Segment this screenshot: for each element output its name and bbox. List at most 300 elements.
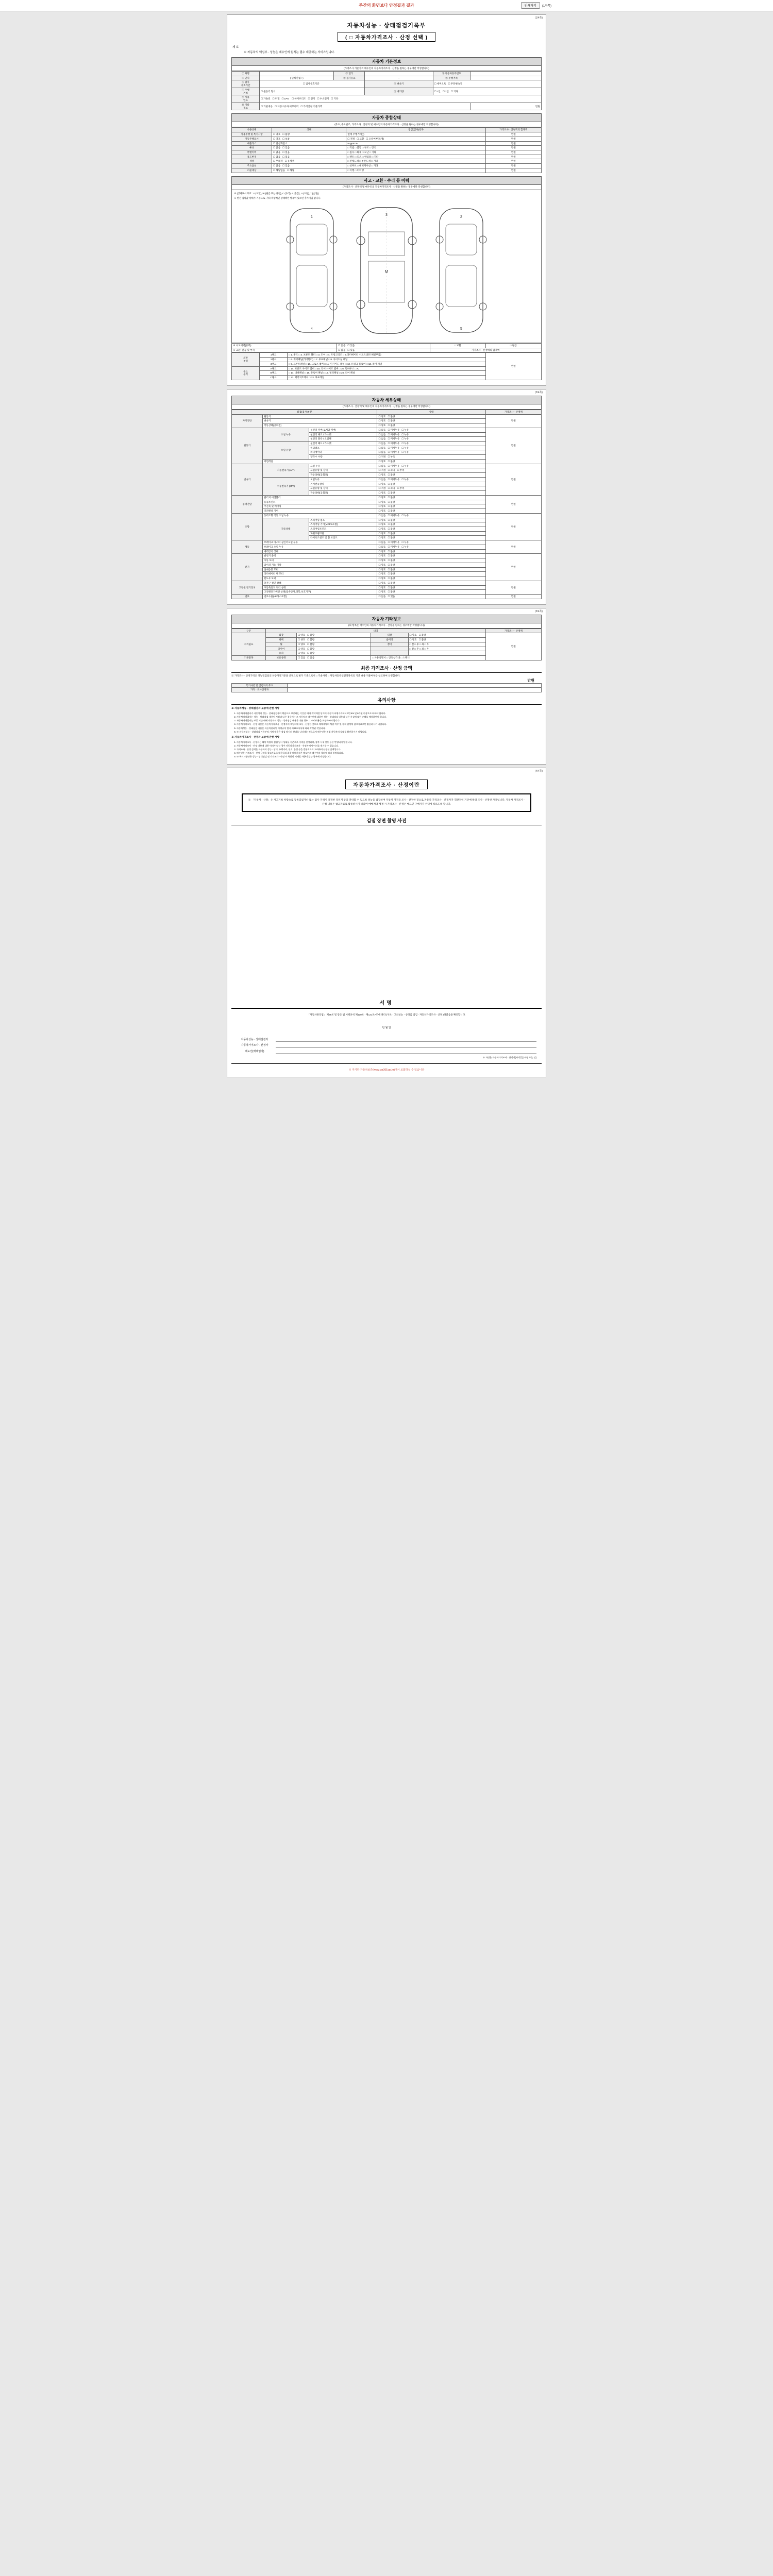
state-opts[interactable]: ☐ 양호 ☐ 불량 (377, 585, 485, 590)
state-opts[interactable]: ☐ 양호 ☐ 불량 (377, 423, 485, 428)
table-row (232, 344, 542, 348)
row-value[interactable] (288, 688, 542, 692)
signature-box (231, 1008, 542, 1064)
state-opts[interactable]: ☐ 없음 ☐ 미세누유 ☐ 누유 (377, 446, 485, 450)
table-row (232, 95, 542, 103)
row-price[interactable]: 만원 (485, 159, 541, 164)
section-detail-header: 자동차 세부상태 (231, 396, 542, 404)
table-row (232, 594, 542, 599)
main-frame-label: 주요 골격 (232, 366, 260, 380)
state-opts[interactable]: ☐ 양호 ☐ 불량 (377, 581, 485, 585)
table-row (232, 146, 542, 150)
state-opts[interactable]: ☐ 없음 ☐ 미세누유 ☐ 누유 (377, 432, 485, 437)
state-opts[interactable]: ☐ 양호 ☐ 불량 (377, 531, 485, 536)
part-label: 추진축 및 베어링 (263, 504, 377, 509)
table-row (232, 495, 542, 500)
signature-date[interactable]: 년 월 일 (382, 1026, 391, 1030)
cell-value[interactable]: ☐ 원동기 형식 (260, 88, 365, 95)
cell-label: ③ 자동차등록번호 (433, 72, 470, 76)
col-header: 가격조사 · 산정액 (485, 410, 541, 414)
part-label: 작동상태(공회전) (263, 423, 377, 428)
group-price[interactable]: 만원 (485, 554, 541, 581)
accident-col-exchange[interactable]: □ 교환 (430, 344, 485, 348)
table-row (232, 150, 542, 155)
col-header: 상태 (377, 410, 485, 414)
sub-label: 냉각수 수량 (309, 455, 377, 460)
table-row (232, 633, 542, 638)
row-label: 특기사항 및 점검자의 주요 (232, 683, 288, 688)
notice-item: 1. 자동차매매업자가 자동차의 성능 · 상태점검자의 책임으로 보증하는 기간은 매매 계약체결 당시의 자동차 주행거리에서 2만 km 및 6개월 이상으로 하여야 합니다. (237, 712, 542, 715)
table-row (232, 464, 542, 468)
notice-list-2 (237, 741, 542, 758)
item-opts[interactable]: ☐ 양호 ☐ 불량 (297, 642, 371, 647)
signature-title: 서명 (379, 1000, 394, 1006)
etc-label: ⑩ 기타 정보 (232, 103, 260, 110)
print-button[interactable]: 인쇄하기 (521, 2, 540, 9)
svg-text:2: 2 (460, 215, 462, 219)
row-detail[interactable]: □ 선루프 □ 내비게이션 □ 기타 (346, 164, 485, 168)
cell-value[interactable] (260, 72, 334, 76)
part-label: 오일 누유 (263, 428, 309, 441)
row-label: 색상 (232, 159, 272, 164)
table-row (232, 353, 542, 358)
state-opts[interactable]: ☐ 양호 ☐ 불량 (377, 504, 485, 509)
corrosion-opts[interactable]: ☐ 없음 ☐ 있음 (337, 348, 430, 352)
notice-section-head-1: ※ 자동차성능 · 상태점검자 보증에 관한 사항 (231, 707, 280, 710)
section-overall-header: 자동차 종합상태 (231, 113, 542, 122)
table-row (232, 540, 542, 545)
state-opts[interactable]: ☐ 양호 ☐ 불량 (377, 495, 485, 500)
notice-title: 유의사항 (231, 697, 542, 705)
cell-value[interactable] (470, 76, 541, 80)
svg-text:M: M (384, 269, 389, 274)
rank-label: C랭크 (260, 376, 288, 380)
sign-label: 자동차가격조사 · 산정자 (241, 1044, 268, 1047)
part-label: 실내송풍 모터 (263, 567, 377, 572)
item-name: 보유상태 (266, 656, 297, 660)
state-opts[interactable]: ☐ 양호 ☐ 불량 (377, 491, 485, 496)
row-detail[interactable]: □ 적법 □ 불법 □ 구조 □ 장치 (346, 146, 485, 150)
svg-text:5: 5 (460, 327, 462, 331)
item-opts[interactable]: ☐ 양호 ☐ 불량 (408, 638, 485, 642)
group-price[interactable]: 만원 (485, 540, 541, 554)
row-state[interactable]: ☐ 없음 ☐ 있음 (272, 155, 346, 159)
row-label: 자동주행표시 (232, 137, 272, 141)
table-row (232, 164, 542, 168)
sheet-page-4 (227, 768, 546, 1077)
state-opts[interactable]: ☐ 없음 ☐ 미세누유 ☐ 누유 (377, 513, 485, 518)
row-label: 리콜대상 (232, 168, 272, 173)
sub-label: 스티어링 펌프 (309, 518, 377, 522)
part-label: 배력장치 상태 (263, 549, 377, 554)
fuel-options[interactable]: ☐ 가솔린 ☐ 디젤 ☐ LPG ☐ 하이브리드 ☐ 전기 ☐ 수소전기 ☐ 기타 (260, 95, 542, 103)
section-accident-header: 사고 · 교환 · 수리 등 이력 (231, 176, 542, 185)
part-label: 수동변속기 (M/T) (263, 477, 309, 495)
photo-section-title: 검점 장면 촬영 사진 (231, 817, 542, 825)
diagram-note-1: ※ (상태표시 부호 : X (교환), W (판금 또는 용접), C (부식), A (흠집), U (요철), T (손상)) (234, 192, 319, 195)
part-label: 등속조인트 (263, 500, 377, 504)
part-label: 커먼레일 (263, 459, 377, 464)
item-opts[interactable]: ☐ 양호 ☐ 불량 (297, 638, 371, 642)
group-price[interactable]: 만원 (485, 581, 541, 594)
state-opts[interactable]: ☐ 없음 ☐ 미세누유 ☐ 누유 (377, 428, 485, 432)
sub-label: 라디에이터 (309, 450, 377, 455)
part-label: 충전구 절연 상태 (263, 581, 377, 585)
sign-footer: ※ 자신은 자동차가격조사 · 산정자(자격증) (서명 또는 인) (482, 1056, 536, 1059)
basic-unit: 만원 (470, 103, 541, 110)
row-state[interactable]: ☐ 해당없음 ☐ 해당 (272, 168, 346, 173)
item-opts[interactable]: ☐ 양호 ☐ 불량 (297, 633, 371, 638)
row-price[interactable]: 만원 (485, 150, 541, 155)
state-opts[interactable]: ☐ 양호 ☐ 불량 (377, 500, 485, 504)
state-opts[interactable]: ☐ 양호 ☐ 불량 (377, 554, 485, 558)
table-row (232, 554, 542, 558)
row-label: 주요옵션 (232, 164, 272, 168)
rank-items[interactable]: □ 6. 쿼터패널(리어휀더) □ 7. 루프패널 □ 8. 사이드실 패널 (288, 358, 486, 362)
group-label-steering: 조향 (232, 513, 263, 540)
row-price[interactable]: 만원 (485, 168, 541, 173)
row-state[interactable]: ☐ 없음 ☐ 있음 (272, 150, 346, 155)
frame-price[interactable]: 만원 (485, 353, 541, 380)
item-opts[interactable]: □ 전 □ 후 □ 좌 □ 우 (408, 647, 485, 651)
notice-list-1 (237, 712, 542, 734)
rank-label: B랭크 (260, 371, 288, 376)
group-label-repair: 수리필요 (232, 633, 266, 656)
table-basic-info (231, 71, 542, 110)
notice-section-head-2: ※ 자동차가격조사 · 산정자 보증에 관한 사항 (231, 736, 280, 739)
document-subtitle: ( □ 자동차가격조사 · 산정 선택 ) (338, 32, 435, 42)
row-detail[interactable]: ☐ 적정 ☐ 교환 ☐ 오류여부(조정) (346, 137, 485, 141)
item-opts[interactable]: ☐ 양호 ☐ 불량 (297, 647, 371, 651)
part-label: 변속기 (263, 419, 377, 423)
table-detail-state (231, 410, 542, 599)
outer-panel-label: 외판 부위 (232, 353, 260, 366)
doc-number-line: 제 호 (232, 46, 239, 49)
item-opts[interactable] (408, 651, 485, 656)
notice-item: 5. 자동차성능 · 상태점검 내용은 자동차관리법 시행규칙 별지 제82호서식에 따라 작성된 것입니다. (237, 727, 542, 730)
section-accident-note: (가격조사 · 산정액 및 매수인의 자동차가격조사 · 산정을 원하는 경우에만 작성합니다) (231, 185, 542, 190)
row-state[interactable]: ☐ 양호 ☐ 보통 (272, 137, 346, 141)
accident-right-header: 가격조사 · 산정액의 합계액 (430, 348, 541, 352)
row-detail[interactable]: □ 이행 □ 미이행 (346, 168, 485, 173)
part-label: 고전원전기배선 상태(접속단자,피복,보호기구) (263, 590, 377, 595)
toolbar-buttons (521, 2, 551, 9)
row-state[interactable]: ☐ 무채색 ☐ 유채색 (272, 159, 346, 164)
table-row (232, 688, 542, 692)
cell-value[interactable]: ☐ 검사유효기간 (260, 80, 365, 88)
item-opts[interactable]: ☐ 양호 ☐ 불량 (297, 651, 371, 656)
part-label: 브레이크 오일 누유 (263, 545, 377, 549)
state-opts[interactable]: ☐ 없음 ☐ 미세누유 ☐ 누유 (377, 437, 485, 442)
sheet-page-2 (227, 389, 546, 605)
section-basic-header: 자동차 기본정보 (231, 57, 542, 66)
cell-value[interactable]: ( 년식연월 : ) (260, 76, 334, 80)
rank-label: A랭크 (260, 366, 288, 371)
table-row (232, 72, 542, 76)
item-name: 타이어 (266, 647, 297, 651)
col-header: 상태 (272, 128, 346, 132)
notice-item: 3. 자동차매매업자는 보증 기간 내에 자동차의 성능 · 상태점검 내용과 다른 경우 그 수리비용을 보상하여야 합니다. (237, 719, 542, 722)
section-basic-note: (가격조사 기준가격 매수인의 자동차가격조사 · 산정을 원하는 경우에만 작성합니다) (231, 66, 542, 71)
row-price[interactable]: 만원 (485, 146, 541, 150)
rank-items[interactable]: □ 1. 후드 □ 2. 프론트 휀더 □ 3. 도어 □ 4. 트렁크리드 □ 5.라디에이터 서포트(볼트체결부품) (288, 353, 486, 358)
state-opts[interactable]: ☐ 양호 ☐ 불량 (377, 419, 485, 423)
sub-label: 실린더 헤드 / 가스켓 (309, 432, 377, 437)
doc-note-line: ※ 자동차의 핵심부 · 성능은 매수인에 원칙는 필수 제공하는 서비스입니다. (244, 51, 335, 54)
car-side-right-diagram[interactable] (430, 204, 492, 337)
table-header-row (232, 128, 542, 132)
row-value[interactable] (288, 683, 542, 688)
part-label: 디퍼렌셜 기어 (263, 509, 377, 514)
sub-label: 스티어링조인트 (309, 527, 377, 531)
photo-area[interactable] (231, 825, 542, 995)
col-header: 점검(검사)부분 (232, 410, 377, 414)
table-row (232, 513, 542, 518)
part-label: 브레이크 마스터 실린더오일 누유 (263, 540, 377, 545)
sub-label: 작동상태(공회전) (309, 473, 377, 478)
section-amount-note: ① 가격조사 · 산정가격은 성능점검일의 차량가격기준을 산정으로 평가 기준으로서 □ 기술사항 □ 자동차등록인전망목록의 기준 내용 적용여부를 참고하여 산정합니다. (231, 674, 400, 677)
footer-note: ※ 자기만 자동차보증(www.car365.go.kr)에서 조회하실 수 있습니다 (348, 1069, 425, 1072)
diagram-note-2: ※ 완전 입력값 상태가 기준으로, 기타 차량적인 상태확인 항목이 있으면 추가기입 합니다. (234, 196, 321, 199)
state-opts[interactable]: ☐ 양호 ☐ 불량 (377, 536, 485, 540)
sub-label: 실린더 헤드 / 가스켓 (309, 442, 377, 446)
row-state[interactable]: ☐ 일산화탄소 (272, 141, 346, 146)
part-label: 동력조향 작동 오일 누유 (263, 513, 377, 518)
table-row (232, 168, 542, 173)
item-name: 정비 (371, 642, 408, 647)
rank-label: 3랭크 (260, 362, 288, 366)
table-row (232, 137, 542, 141)
state-opts[interactable]: ☐ 양호 ☐ 불량 (377, 590, 485, 595)
part-label: 클러치 어셈블리 (263, 495, 377, 500)
cell-value[interactable] (470, 72, 541, 76)
col-header: 가격조사 · 산정액의 합계액 (485, 128, 541, 132)
state-opts[interactable]: ☐ 양호 ☐ 불량 (377, 473, 485, 478)
state-opts[interactable]: ☐ 양호 ☐ 불량 (377, 572, 485, 577)
item-name (371, 647, 408, 651)
part-label: 오일 유량 (263, 442, 309, 460)
sub-label: 오일누유 (309, 477, 377, 482)
sub-label: 실린더 커버(로커암 커버) (309, 428, 377, 432)
state-opts[interactable]: ☐ 양호 ☐ 불량 (377, 482, 485, 486)
sign-value[interactable] (276, 1049, 536, 1054)
state-opts[interactable]: ☐ 적정 ☐ 과다 ☐ 부족 (377, 486, 485, 491)
sign-row (237, 1043, 536, 1048)
item-opts[interactable]: □ 사용설명서 □ 안전삼각대 □ 스페너 (371, 656, 485, 660)
group-price[interactable]: 만원 (485, 513, 541, 540)
cell-label: ④ 주행거리 (433, 76, 470, 80)
rank-label: 2랭크 (260, 358, 288, 362)
cell-label: ⑥ 변속기 (365, 80, 433, 88)
state-opts[interactable]: ☐ 양호 ☐ 불량 (377, 522, 485, 527)
row-detail[interactable]: % ppm % (346, 141, 485, 146)
notice-item: 4. 매수인은 가격조사 · 산정 금액을 참고자료로 활용하되 최종 매매가격은 매도인과 매수인의 합의에 따라 결정됩니다. (237, 752, 542, 755)
car-top-diagram[interactable] (348, 204, 425, 337)
section-overall-note: (주요, 주요골조, 가격조사 · 산정의 및 매수인의 자동차가격조사 · 산정을 원하는 경우에만 작성합니다) (231, 122, 542, 127)
table-row (232, 80, 542, 88)
group-label-engine: 원동기 (232, 428, 263, 464)
cell-value[interactable]: ☐ 1인 ☐ 2인 ☐ 기타 (433, 88, 541, 95)
table-header-row (232, 629, 542, 633)
part-label: 발전기 출력 (263, 554, 377, 558)
state-opts[interactable]: ☐ 없음 ☐ 미세누유 ☐ 누유 (377, 450, 485, 455)
table-row (232, 159, 542, 164)
table-row (232, 76, 542, 80)
top-toolbar (0, 0, 773, 11)
table-row (232, 348, 542, 352)
row-state[interactable]: ☐ 없음 ☐ 있음 (272, 164, 346, 168)
state-opts[interactable]: ☐ 없음 ☐ 미세누유 ☐ 누유 (377, 464, 485, 468)
state-opts[interactable]: ☐ 양호 ☐ 불량 (377, 567, 485, 572)
cell-label: ① 차명 (232, 72, 260, 76)
state-opts[interactable]: ☐ 없음 ☐ 미세누유 ☐ 누유 (377, 477, 485, 482)
row-price[interactable]: 만원 (485, 141, 541, 146)
group-price[interactable]: 만원 (485, 495, 541, 513)
notice-body (231, 707, 542, 758)
row-label: 사용주행 및 특기사항 (232, 132, 272, 137)
row-state[interactable]: ☐ 양호 ☐ 불량 (272, 132, 346, 137)
other-price[interactable]: 만원 (485, 633, 541, 660)
item-opts[interactable]: ☐ 양호 ☐ 불량 (408, 633, 485, 638)
item-opts[interactable]: ☐ 있음 ☐ 없음 (297, 656, 371, 660)
row-detail[interactable]: □ 전체도색 □ 부분도색 □ 기타 (346, 159, 485, 164)
guarantee-title: 자동차가격조사 · 산정이란 (345, 779, 427, 789)
notice-item: 5. ※ 특기사항란은 성능 · 상태점검 및 가격조사 · 산정 시 특별히 기재할 사항이 있는 경우에 작성합니다. (237, 755, 542, 758)
part-label: 원동기 (263, 414, 377, 419)
table-row (232, 141, 542, 146)
state-opts[interactable]: ☐ 양호 ☐ 불량 (377, 563, 485, 567)
cell-label: ⑤ 검사 유효기간 (232, 80, 260, 88)
item-name: 외장 (266, 633, 297, 638)
item-name (371, 651, 408, 656)
notice-item: 2. 자동차가격조사 · 산정 내용에 대한 이의가 있는 경우 자동차가격조사 · 산정자에게 이의를 제기할 수 있습니다. (237, 744, 542, 748)
transmission-label: ⑨ 사용 연료 (232, 95, 260, 103)
sub-label: 스티어링 기어(MDPS포함) (309, 522, 377, 527)
accident-history-opts[interactable]: ☐ 없음 ☐ 있음 (337, 344, 430, 348)
state-opts[interactable]: ☐ 양호 ☐ 불량 (377, 459, 485, 464)
part-label: 자동변속기 (A/T) (263, 464, 309, 477)
sign-value[interactable] (276, 1038, 536, 1042)
sub-label: 작동상태(공회전) (309, 491, 377, 496)
table-row (232, 88, 542, 95)
rank-items[interactable]: □ 17. 대쉬패널 □ 18. 플로어 패널 □ 19. 필러패널 □ 20. 리어 패널 (288, 371, 486, 376)
sub-label: 오일유량 및 상태 (309, 486, 377, 491)
item-name: 내장 (371, 633, 408, 638)
state-opts[interactable]: ☐ 적정 ☐ 과다 ☐ 부족 (377, 468, 485, 473)
part-label: 연료누출(LP가스포함) (263, 594, 377, 599)
col-header: 사용상태 (232, 128, 272, 132)
group-label-high-voltage: 고전원 전기장치 (232, 581, 263, 594)
part-label: 구동축전지 격리 상태 (263, 585, 377, 590)
rank-items[interactable]: □ 9. 프론트패널 □ 10. 크로스 멤버 □ 11. 인사이드 패널 □ 12. 트렁크 플로어 □ 13. 리어 패널 (288, 362, 486, 366)
cell-label: ⑦ 주행 거리 (232, 88, 260, 95)
cell-value[interactable]: ☐ 세미오토 ☐ 무단변속기 (433, 80, 541, 88)
group-price[interactable]: 만원 (485, 428, 541, 464)
row-detail[interactable]: □ 침수 □ 화재 □ 도난 □ 기타 (346, 150, 485, 155)
notice-item: 3. 가격조사 · 산정 금액은 자동차의 성능 · 상태, 주행거리, 연식, 옵션 등을 종합적으로 고려하여 산정된 금액입니다. (237, 748, 542, 751)
notice-item: 6. ※ 자동차성능 · 상태점검 기록부의 기재 내용은 점검 당시의 상태를 나타내는 것으로서 매수인은 직접 자동차의 상태를 확인하시기 바랍니다. (237, 731, 542, 734)
cell-value[interactable] (365, 72, 433, 76)
document-page (0, 0, 773, 1077)
notice-item: 4. 자동차가격조사 · 산정 내용은 자동차가격조사 · 산정자의 책임하에 조사 · 산정한 것으로 매매계약의 체결 여부 및 가격 결정에 참고자료로만 활용하시기 바랍니다. (237, 723, 542, 726)
corrosion-label: ※ 교환, 판금 및 부식 (232, 348, 337, 352)
cell-value[interactable]: ~ (365, 76, 433, 80)
state-opts[interactable]: ☐ 없음 ☐ 미세누유 ☐ 누유 (377, 540, 485, 545)
etc-options[interactable]: ☐ 리콜대응 ☐ 차량소유자 여부이력 ☐ 가격산정 기준가액 (260, 103, 470, 110)
group-label-self-diagnosis: 자기진단 (232, 414, 263, 428)
state-opts[interactable]: ☐ 양호 ☐ 불량 (377, 527, 485, 531)
state-opts[interactable]: ☐ 양호 ☐ 불량 (377, 577, 485, 581)
part-label: 라디에이터 팬 모터 (263, 572, 377, 577)
state-opts[interactable]: ☐ 양호 ☐ 불량 (377, 549, 485, 554)
item-name: 유리 (266, 651, 297, 656)
table-row (232, 428, 542, 432)
row-label: 가격 · 조사산정자 (232, 688, 288, 692)
cell-label: ② 연식 (232, 76, 260, 80)
item-name: 룸미러 (371, 638, 408, 642)
section-detail-note: (가격조사 · 산정액 및 매수인의 자동차가격조사 · 산정을 원하는 경우에만 작성합니다) (231, 404, 542, 410)
state-opts[interactable]: ☐ 양호 ☐ 불량 (377, 518, 485, 522)
row-detail[interactable]: 현재 주행거리( ) (346, 132, 485, 137)
item-name: 휠 (266, 642, 297, 647)
row-price[interactable]: 만원 (485, 132, 541, 137)
guarantee-box: ※ 「자동차 · 산정」은 사고기록 차량으로 등록되었거나 또는 검사 가격이 적정한 것인지 등을 파악할 수 있도록 성능을 점검하여 자동차 가격을 조사 · 산정한 것으로 자동차 가격조사 · 산정자가 객관적인 기준에 따라 조사 · 산정한 가격입니다. 자동차 가격조사 · 산정 내용은 참고자료로 활용하시기 바라며 매매계약 체결 시 가격조사 · 산정은 매도인 구매자가 선택에 따르도록 합니다. (242, 793, 531, 811)
state-opts[interactable]: ☐ 적정 ☐ 부족 (377, 455, 485, 460)
state-opts[interactable]: ☐ 양호 ☐ 불량 (377, 414, 485, 419)
car-side-left-diagram[interactable] (281, 204, 343, 337)
sign-row (237, 1038, 536, 1042)
row-label: 특별이력 (232, 150, 272, 155)
svg-text:1: 1 (311, 215, 313, 219)
table-row (232, 683, 542, 688)
rank-items[interactable]: □ 14. 프론트 사이드 멤버 □ 15. 리어 사이드 멤버 □ 16. 휠하우스 □ A. (288, 366, 486, 371)
group-price[interactable]: 만원 (485, 464, 541, 495)
row-price[interactable]: 만원 (485, 137, 541, 141)
rank-label: 1랭크 (260, 353, 288, 358)
state-opts[interactable]: ☐ 없음 ☐ 있음 (377, 594, 485, 599)
section-amount-header: 최종 가격조사 · 산정 금액 (231, 665, 542, 673)
state-opts[interactable]: ☐ 양호 ☐ 불량 (377, 509, 485, 514)
sign-value[interactable] (276, 1043, 536, 1048)
part-label: 와이퍼 기능 이상 (263, 563, 377, 567)
col-header: 구분 (232, 629, 266, 633)
svg-text:3: 3 (385, 213, 388, 217)
state-opts[interactable]: ☐ 없음 ☐ 미세누유 ☐ 누유 (377, 545, 485, 549)
section-other-header: 자동차 기타정보 (231, 615, 542, 623)
row-price[interactable]: 만원 (485, 164, 541, 168)
item-name: 광택 (266, 638, 297, 642)
document-title: 자동차성능 · 상태점검기록부 (347, 23, 426, 29)
group-label-basic-items: 기본품목 (232, 656, 266, 660)
rank-items[interactable]: □ 21. 패키지트레이 □ 22. 루프레일 (288, 376, 486, 380)
signature-legal-text: 「자동차관리법」 제58조 및 같은 법 시행규칙 제120조 · 제121조7조에 따라 (구조ㆍ고의성능ㆍ상태를 점검 · 자동차가격조사 · 산정 )하였음을 확인합니다. (307, 1013, 466, 1016)
row-state[interactable]: ☐ 없음 ☐ 있음 (272, 146, 346, 150)
accident-col-panel[interactable]: □ 판금 (485, 344, 541, 348)
cell-label: ⑧ 배기량 (365, 88, 433, 95)
state-opts[interactable]: ☐ 양호 ☐ 불량 (377, 558, 485, 563)
sub-label: 파워크랭크닷 (309, 531, 377, 536)
group-price[interactable]: 만원 (485, 594, 541, 599)
sub-label: 오일 누유 (309, 464, 377, 468)
row-detail[interactable]: □ 렌트 □ 리스 □ 영업용 □ 기타 (346, 155, 485, 159)
state-opts[interactable]: ☐ 없음 ☐ 미세누유 ☐ 누유 (377, 442, 485, 446)
group-label-transmission: 변속기 (232, 464, 263, 495)
car-diagram-area (234, 201, 539, 341)
row-price[interactable]: 만원 (485, 155, 541, 159)
item-opts[interactable]: □ 전 □ 후 □ 좌 □ 우 (408, 642, 485, 647)
sign-label: 자동차성능 · 상태점검자 (241, 1038, 268, 1041)
group-price[interactable]: 만원 (485, 414, 541, 428)
